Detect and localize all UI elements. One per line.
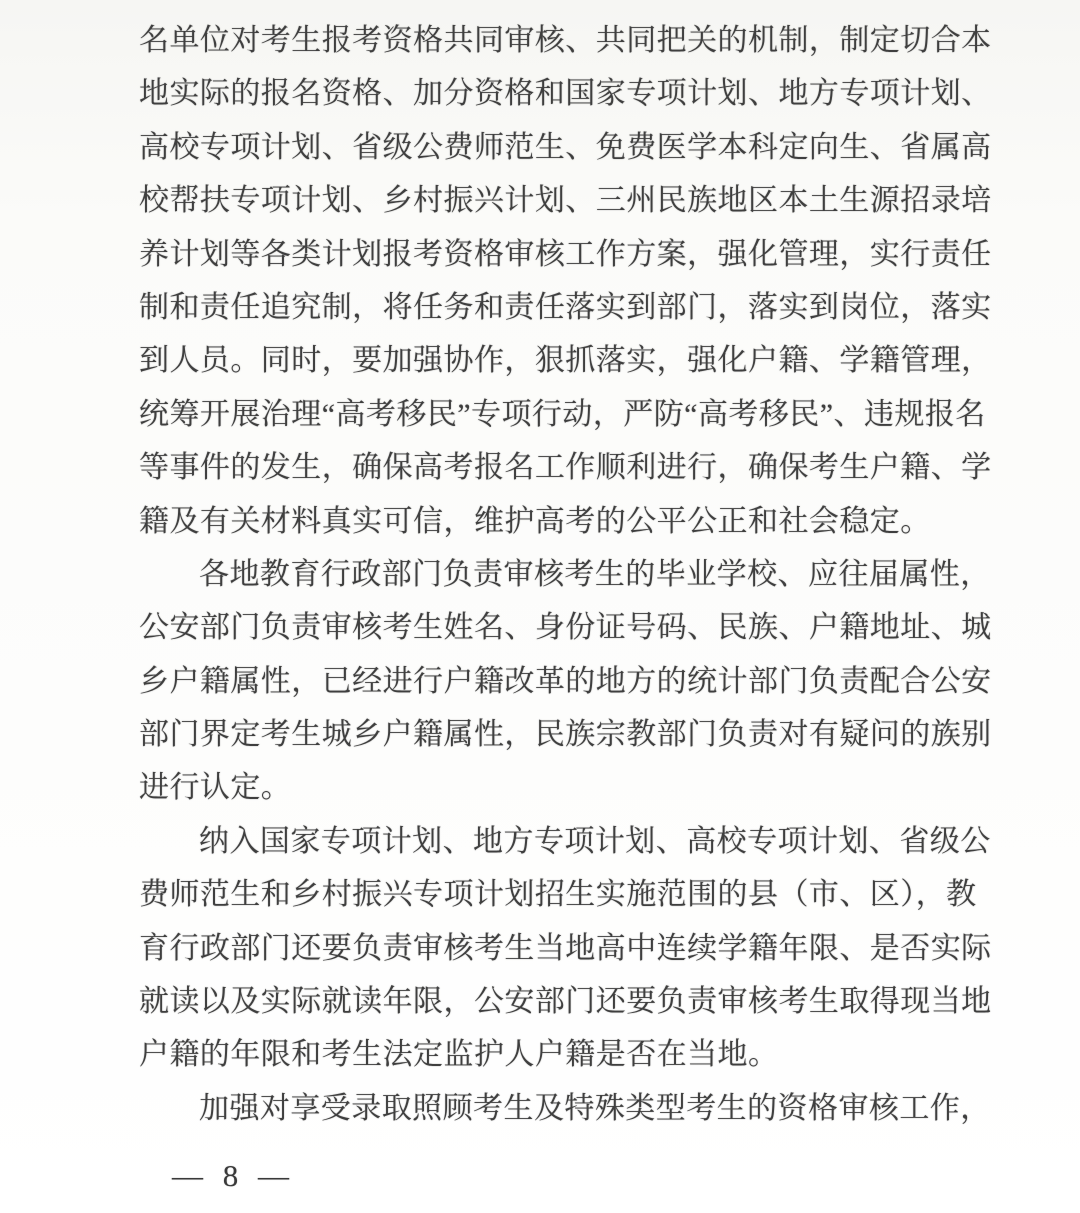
text-line: 校帮扶专项计划、乡村振兴计划、三州民族地区本土生源招录培 xyxy=(139,184,992,218)
text-block xyxy=(139,14,992,1135)
text-line: 各地教育行政部门负责审核考生的毕业学校、应往届属性， xyxy=(199,557,991,591)
text-line: 户籍的年限和考生法定监护人户籍是否在当地。 xyxy=(139,1038,779,1072)
text-line: 养计划等各类计划报考资格审核工作方案，强化管理，实行责任 xyxy=(139,237,992,271)
text-line: 地实际的报名资格、加分资格和国家专项计划、地方专项计划、 xyxy=(139,77,992,111)
text-line: 就读以及实际就读年限，公安部门还要负责审核考生取得现当地 xyxy=(139,985,992,1019)
text-line: 名单位对考生报考资格共同审核、共同把关的机制，制定切合本 xyxy=(139,24,992,57)
text-line: 进行认定。 xyxy=(139,771,292,805)
text-line: 等事件的发生，确保高考报名工作顺利进行，确保考生户籍、学 xyxy=(139,451,992,485)
text-line: 制和责任追究制，将任务和责任落实到部门，落实到岗位，落实 xyxy=(139,290,992,324)
text-line: 纳入国家专项计划、地方专项计划、高校专项计划、省级公 xyxy=(199,824,991,858)
text-line: 费师范生和乡村振兴专项计划招生实施范围的县（市、区），教 xyxy=(139,878,977,912)
page-number: — 8 — xyxy=(172,1158,295,1193)
text-line: 部门界定考生城乡户籍属性，民族宗教部门负责对有疑问的族别 xyxy=(139,718,992,752)
text-line: 加强对享受录取照顾考生及特殊类型考生的资格审核工作， xyxy=(199,1091,991,1125)
text-line: 籍及有关材料真实可信，维护高考的公平公正和社会稳定。 xyxy=(139,504,931,538)
text-line: 乡户籍属性，已经进行户籍改革的地方的统计部门负责配合公安 xyxy=(139,664,992,698)
text-line: 育行政部门还要负责审核考生当地高中连续学籍年限、是否实际 xyxy=(139,931,992,965)
text-line: 公安部门负责审核考生姓名、身份证号码、民族、户籍地址、城 xyxy=(139,611,992,645)
text-line: 高校专项计划、省级公费师范生、免费医学本科定向生、省属高 xyxy=(139,130,992,164)
text-line: 统筹开展治理“高考移民”专项行动，严防“高考移民”、违规报名 xyxy=(139,397,986,431)
text-line: 到人员。同时，要加强协作，狠抓落实，强化户籍、学籍管理， xyxy=(139,344,992,378)
